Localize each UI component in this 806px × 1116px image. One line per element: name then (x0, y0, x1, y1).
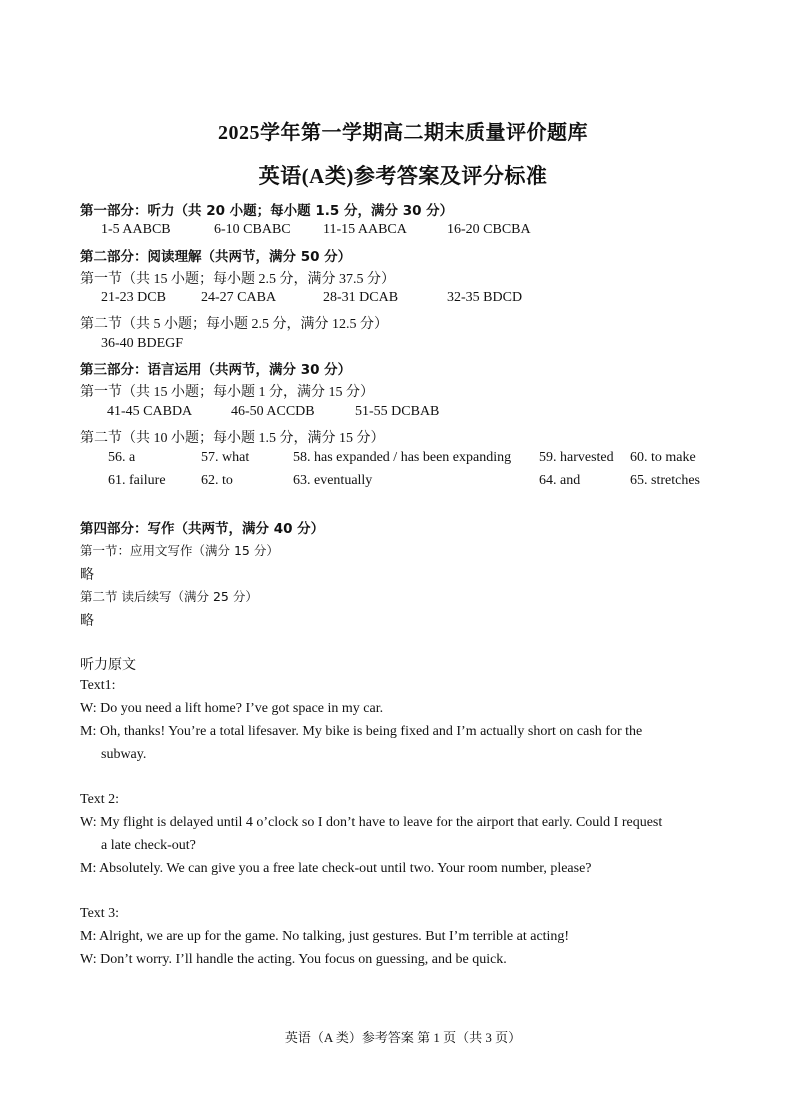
text1-label: Text1: (80, 678, 116, 693)
blank-answer: 63. eventually (293, 473, 373, 488)
part2-section1-heading: 第一节（共 15 小题；每小题 2.5 分，满分 37.5 分） (80, 272, 395, 287)
part1-heading: 第一部分：听力（共 20 小题；每小题 1.5 分，满分 30 分） (80, 203, 454, 219)
dialogue-line: M: Oh, thanks! You’re a total lifesaver. My bike is being fixed and I’m actually short on cash for the (80, 724, 643, 739)
part4-section2-body: 略 (80, 614, 94, 629)
blank-answer: 58. has expanded / has been expanding (293, 450, 512, 465)
answer-group: 11-15 AABCA (323, 222, 407, 237)
blank-answer: 59. harvested (539, 450, 614, 465)
page-title: 2025学年第一学期高二期末质量评价题库 (218, 122, 588, 144)
part4-section1-body: 略 (80, 568, 94, 583)
answer-group: 36-40 BDEGF (101, 336, 184, 351)
answer-group: 28-31 DCAB (323, 290, 399, 305)
dialogue-line: M: Alright, we are up for the game. No talking, just gestures. But I’m terrible at acting! (80, 929, 570, 944)
answer-group: 32-35 BDCD (447, 290, 523, 305)
dialogue-line: W: Do you need a lift home? I’ve got space in my car. (80, 701, 384, 716)
answer-group: 46-50 ACCDB (231, 404, 315, 419)
dialogue-line: W: Don’t worry. I’ll handle the acting. You focus on guessing, and be quick. (80, 952, 507, 967)
blank-answer: 60. to make (630, 450, 696, 465)
answer-group: 1-5 AABCB (101, 222, 171, 237)
part2-heading: 第二部分：阅读理解（共两节，满分 50 分） (80, 249, 352, 265)
text3-label: Text 3: (80, 906, 120, 921)
page-subtitle: 英语(A类)参考答案及评分标准 (258, 164, 548, 188)
answer-group: 6-10 CBABC (214, 222, 291, 237)
part3-section1-heading: 第一节（共 15 小题；每小题 1 分，满分 15 分） (80, 385, 374, 400)
transcript-heading: 听力原文 (80, 658, 136, 673)
part4-section2-heading: 第二节 读后续写（满分 25 分） (80, 589, 258, 604)
dialogue-line-continuation: a late check-out? (101, 838, 196, 853)
text2-label: Text 2: (80, 792, 120, 807)
blank-answer: 65. stretches (630, 473, 700, 488)
answer-group: 21-23 DCB (101, 290, 166, 305)
answer-group: 16-20 CBCBA (447, 222, 531, 237)
answer-group: 51-55 DCBAB (355, 404, 440, 419)
blank-answer: 62. to (201, 473, 233, 488)
blank-answer: 61. failure (108, 473, 166, 488)
part3-heading: 第三部分：语言运用（共两节，满分 30 分） (80, 362, 352, 378)
part4-heading: 第四部分：写作（共两节，满分 40 分） (80, 521, 325, 537)
dialogue-line: M: Absolutely. We can give you a free late check-out until two. Your room number, please? (80, 861, 592, 876)
answer-group: 41-45 CABDA (107, 404, 193, 419)
dialogue-line-continuation: subway. (101, 747, 147, 762)
dialogue-line: W: My flight is delayed until 4 o’clock so I don’t have to leave for the airport that early. Could I request (80, 815, 663, 830)
part2-section2-heading: 第二节（共 5 小题；每小题 2.5 分，满分 12.5 分） (80, 317, 388, 332)
blank-answer: 56. a (108, 450, 136, 465)
page-footer: 英语（A 类）参考答案 第 1 页（共 3 页） (284, 1030, 522, 1045)
part4-section1-heading: 第一节：应用文写作（满分 15 分） (80, 543, 279, 558)
part3-section2-heading: 第二节（共 10 小题；每小题 1.5 分，满分 15 分） (80, 431, 385, 446)
blank-answer: 64. and (539, 473, 581, 488)
answer-group: 24-27 CABA (201, 290, 277, 305)
blank-answer: 57. what (201, 450, 250, 465)
